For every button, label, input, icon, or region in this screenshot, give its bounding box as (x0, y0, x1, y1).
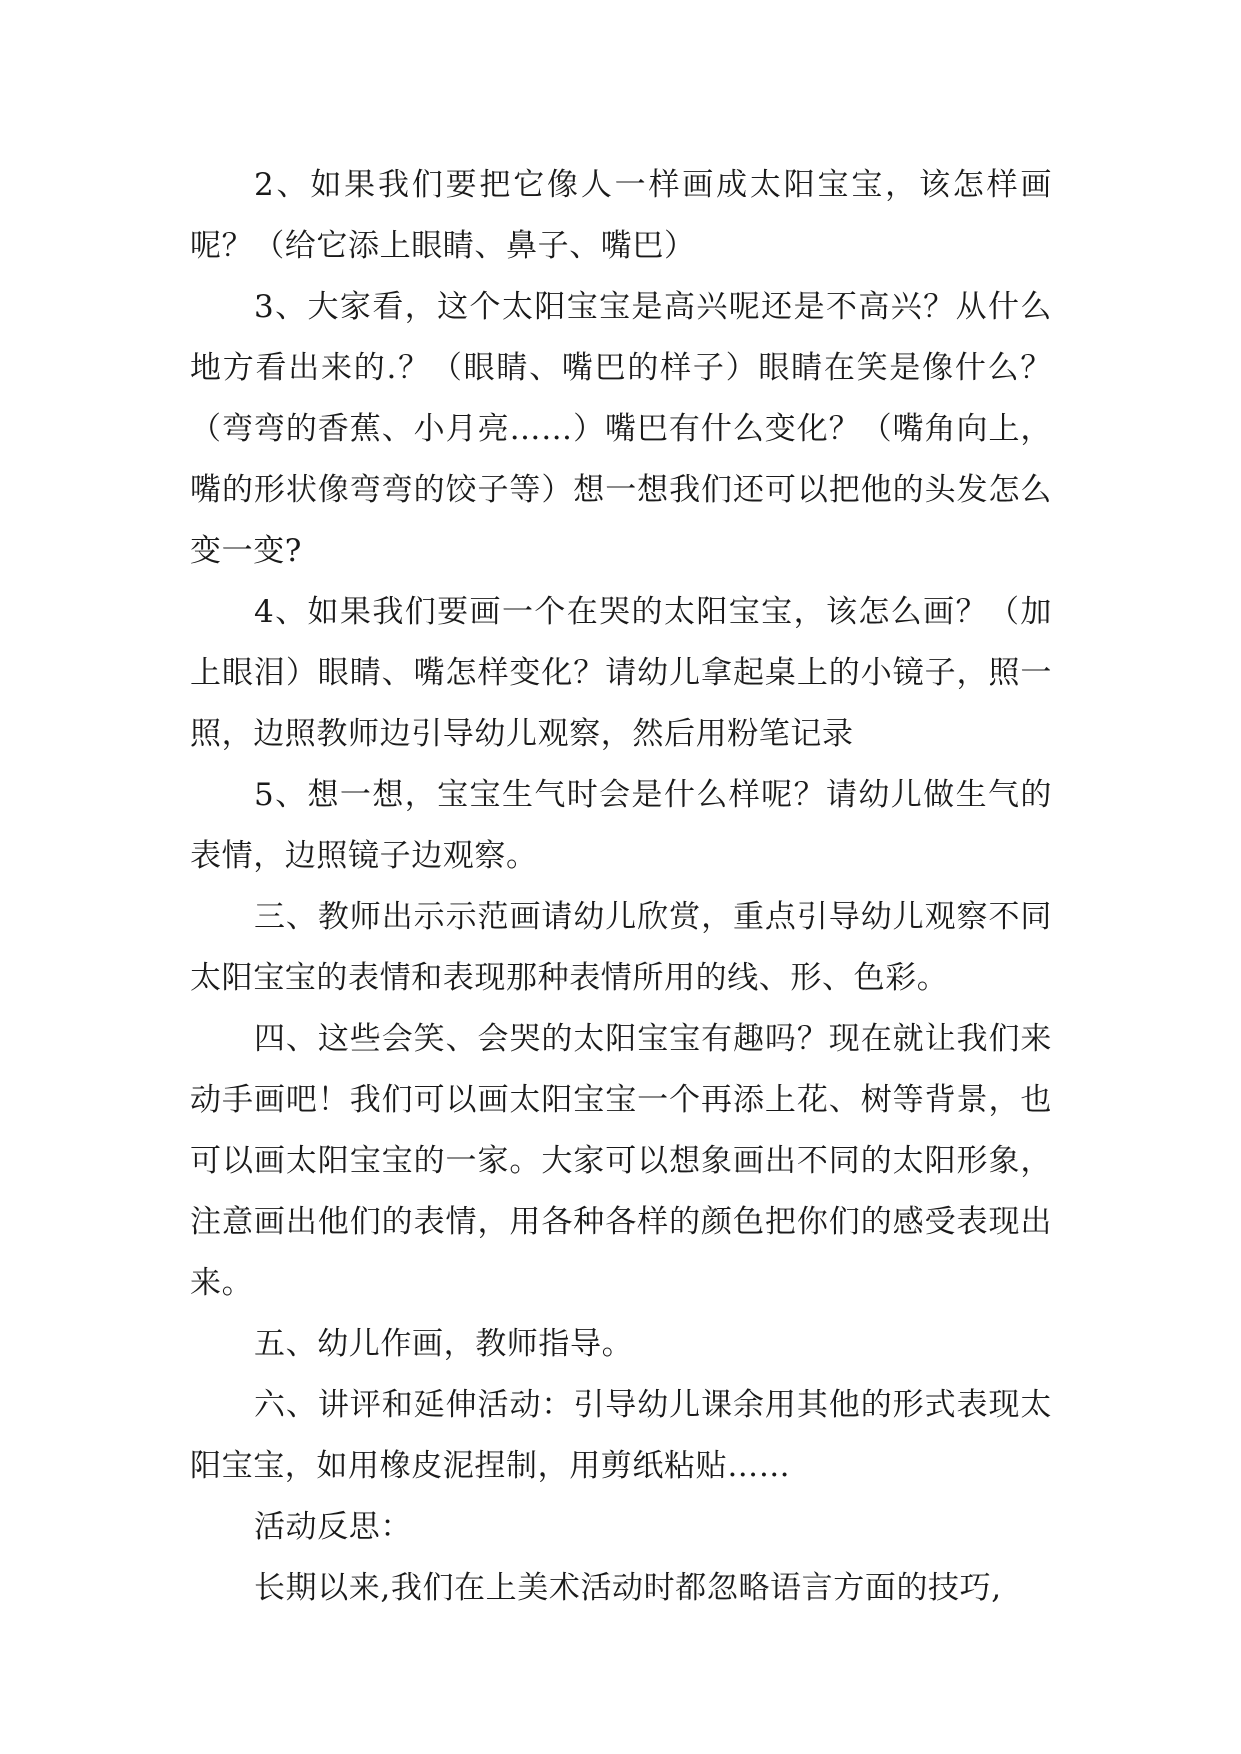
paragraph-step-4: 4、如果我们要画一个在哭的太阳宝宝，该怎么画？（加上眼泪）眼睛、嘴怎样变化？请幼儿拿起桌上的小镜子，照一照，边照教师边引导幼儿观察，然后用粉笔记录 (190, 594, 1052, 752)
paragraph-section-4: 四、这些会笑、会哭的太阳宝宝有趣吗？现在就让我们来动手画吧！我们可以画太阳宝宝一个再添上花、树等背景，也可以画太阳宝宝的一家。大家可以想象画出不同的太阳形象，注意画出他们的表情，用各种各样的颜色把你们的感受表现出来。 (190, 1021, 1052, 1301)
paragraph-step-5: 5、想一想，宝宝生气时会是什么样呢？请幼儿做生气的表情，边照镜子边观察。 (190, 777, 1052, 874)
paragraph-reflection: 长期以来,我们在上美术活动时都忽略语言方面的技巧, (254, 1570, 1002, 1606)
paragraph-step-3: 3、大家看，这个太阳宝宝是高兴呢还是不高兴？从什么地方看出来的.？（眼睛、嘴巴的样子）眼睛在笑是像什么？（弯弯的香蕉、小月亮……）嘴巴有什么变化？（嘴角向上，嘴的形状像弯弯的饺子等）想一想我们还可以把他的头发怎么变一变? (190, 289, 1052, 569)
paragraph-section-3: 三、教师出示示范画请幼儿欣赏，重点引导幼儿观察不同太阳宝宝的表情和表现那种表情所用的线、形、色彩。 (190, 899, 1052, 996)
paragraph-section-6: 六、讲评和延伸活动：引导幼儿课余用其他的形式表现太阳宝宝，如用橡皮泥捏制，用剪纸粘贴…… (190, 1387, 1052, 1484)
document-body (190, 155, 1052, 1619)
paragraph-step-2: 2、如果我们要把它像人一样画成太阳宝宝，该怎样画呢？（给它添上眼睛、鼻子、嘴巴） (190, 167, 1052, 264)
paragraph-section-5: 五、幼儿作画，教师指导。 (254, 1326, 634, 1362)
heading-reflection: 活动反思： (254, 1509, 412, 1545)
